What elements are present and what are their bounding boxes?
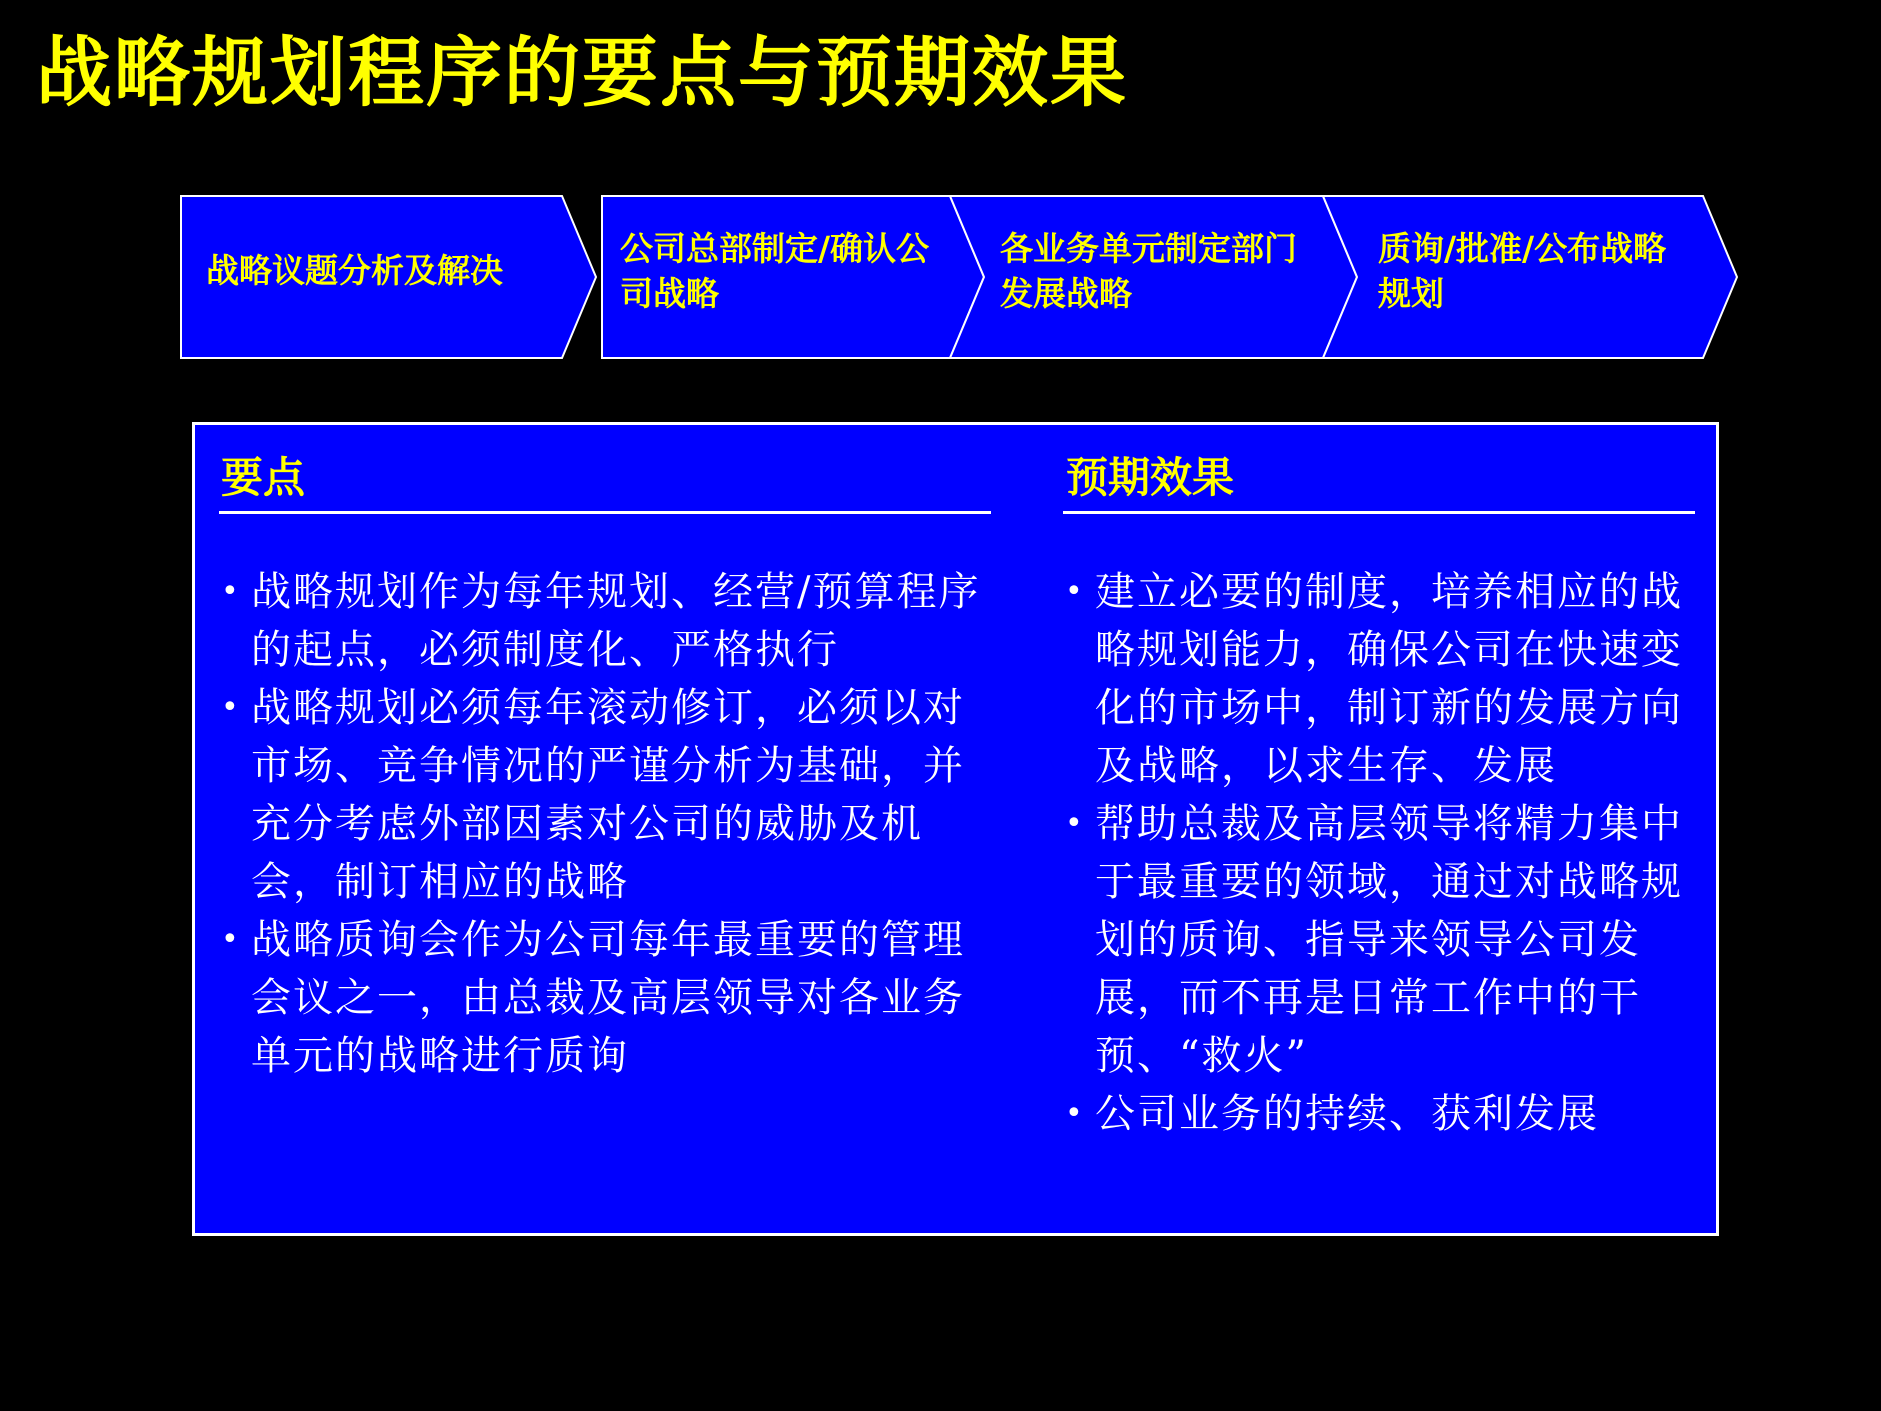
list-item [1063, 1085, 1693, 1143]
bullet-icon: • [221, 574, 241, 609]
content-panel [192, 422, 1719, 1236]
key-point-text: 战略质询会作为公司每年最重要的管理会议之一，由总裁及高层领导对各业务单元的战略进行质询 [251, 917, 965, 1079]
bullet-icon: • [1065, 806, 1085, 841]
process-step-3-label: 各业务单元制定部门发展战略 [1000, 229, 1297, 313]
list-item [219, 679, 997, 911]
process-step-2-label: 公司总部制定/确认公司战略 [620, 229, 930, 313]
process-step-4-label: 质询/批准/公布战略规划 [1378, 229, 1667, 313]
bullet-icon: • [221, 690, 241, 725]
list-item [1063, 563, 1693, 795]
page-title: 战略规划程序的要点与预期效果 [36, 28, 1128, 117]
bullet-icon: • [1065, 1096, 1085, 1131]
key-points-divider [219, 511, 991, 514]
expected-effects-heading: 预期效果 [1066, 453, 1235, 502]
list-item [219, 563, 997, 679]
bullet-icon: • [221, 922, 241, 957]
key-point-text: 战略规划必须每年滚动修订，必须以对市场、竞争情况的严谨分析为基础，并充分考虑外部因素对公司的威胁及机会，制订相应的战略 [251, 685, 965, 905]
bullet-icon: • [1065, 574, 1085, 609]
expected-effects-divider [1063, 511, 1695, 514]
process-step-1-label: 战略议题分析及解决 [206, 251, 503, 290]
key-point-text: 战略规划作为每年规划、经营/预算程序的起点，必须制度化、严格执行 [251, 569, 981, 673]
key-points-heading: 要点 [221, 453, 306, 502]
expected-effect-text: 建立必要的制度，培养相应的战略规划能力，确保公司在快速变化的市场中，制订新的发展方向及战略，以求生存、发展 [1095, 569, 1683, 789]
expected-effect-text: 帮助总裁及高层领导将精力集中于最重要的领域，通过对战略规划的质询、指导来领导公司发展，而不再是日常工作中的干预、“救火” [1095, 801, 1683, 1079]
expected-effect-text: 公司业务的持续、获利发展 [1095, 1091, 1599, 1137]
key-points-list [219, 563, 997, 1085]
list-item [219, 911, 997, 1085]
list-item [1063, 795, 1693, 1085]
expected-effects-list [1063, 563, 1693, 1143]
